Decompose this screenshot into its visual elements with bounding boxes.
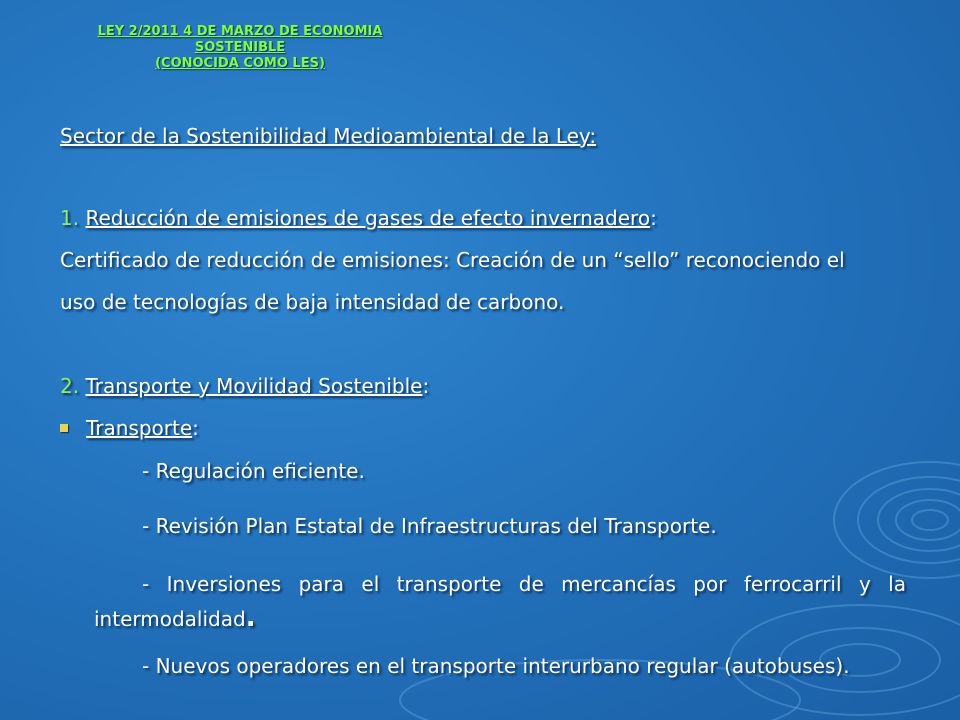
section-heading: Sector de la Sostenibilidad Medioambiental de la Ley: <box>60 124 597 148</box>
title-line-1: LEY 2/2011 4 DE MARZO DE ECONOMIA <box>97 24 383 39</box>
bullet-square-icon <box>60 424 68 432</box>
transport-colon: : <box>192 416 199 440</box>
section-1-text-line-2: uso de tecnologías de baja intensidad de carbono. <box>60 290 565 314</box>
title-line-3: (CONOCIDA COMO LES) <box>155 56 325 71</box>
transport-bullet <box>60 416 199 440</box>
item-nuevos-operadores: - Nuevos operadores en el transporte interurbano regular (autobuses). <box>142 654 850 678</box>
section-1-number: 1. <box>60 206 80 230</box>
item-inversiones-cont <box>94 603 256 633</box>
section-2-number: 2. <box>60 374 80 398</box>
section-2-heading <box>60 374 429 398</box>
item-intermodalidad: intermodalidad <box>94 607 246 631</box>
section-2-colon: : <box>422 374 430 398</box>
section-2-title: Transporte y Movilidad Sostenible <box>85 374 423 398</box>
transport-label: Transporte <box>86 416 193 440</box>
item-period: . <box>245 603 256 633</box>
item-revision-plan: - Revisión Plan Estatal de Infraestructuras del Transporte. <box>142 514 717 538</box>
item-regulacion: - Regulación eficiente. <box>142 459 365 483</box>
section-1-title: Reducción de emisiones de gases de efecto invernadero <box>85 206 651 230</box>
section-1-text-line-1: Certificado de reducción de emisiones: Creación de un “sello” reconociendo el <box>60 248 845 272</box>
section-1-colon: : <box>650 206 657 230</box>
item-inversiones: - Inversiones para el transporte de mercancías por ferrocarril y la <box>142 572 906 596</box>
section-1-heading <box>60 206 657 230</box>
slide-title <box>60 24 420 72</box>
title-line-2: SOSTENIBLE <box>194 40 286 55</box>
